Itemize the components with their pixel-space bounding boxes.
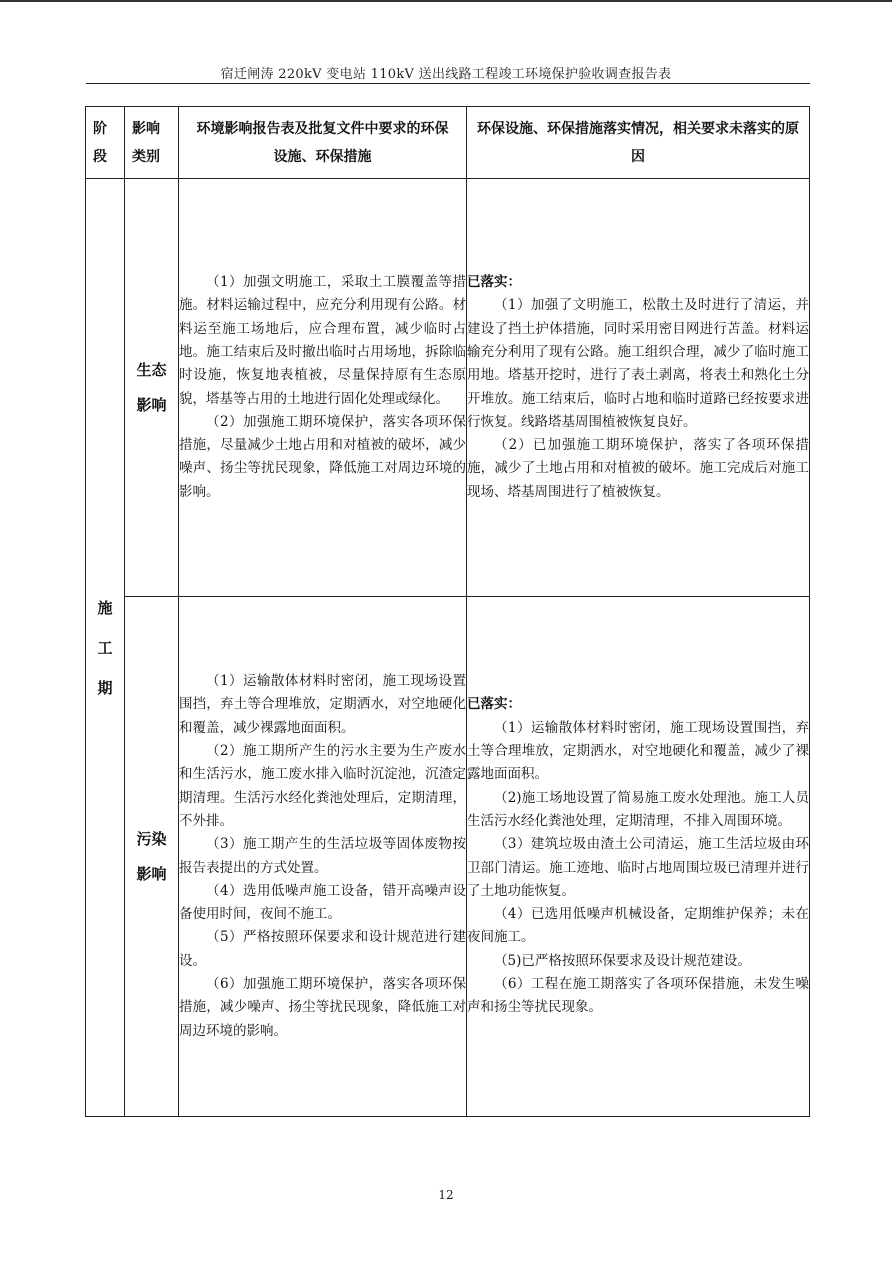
required-item: （1）加强文明施工，采取土工膜覆盖等措施。材料运输过程中，应充分利用现有公路。材料运至施工场地后，应合理布置，减少临时占地。施工结束后及时撤出临时占用场地，拆除临时设施，恢复地表植被，尽量保持原有生态原貌，塔基等占用的土地进行固化处理或绿化。	[179, 274, 466, 407]
stage-column-header	[86, 107, 125, 179]
impact-header-line-2: 类别	[132, 148, 160, 165]
implemented-measures-column-header: 环保设施、环保措施落实情况，相关要求未落实的原因	[467, 107, 810, 179]
implemented-item: （3）建筑垃圾由渣土公司清运，施工生活垃圾由环卫部门清运。施工迹地、临时占地周围垃圾已清理并进行了土地功能恢复。	[467, 836, 809, 899]
implemented-measures-ecological	[467, 179, 810, 597]
status-label: 已落实：	[467, 274, 521, 291]
stage-header-line-2: 段	[93, 148, 107, 165]
report-header-title: 宿迁闸涛 220kV 变电站 110kV 送出线路工程竣工环境保护验收调查报告表	[220, 67, 672, 82]
required-item: （6）加强施工期环境保护，落实各项环保措施，减少噪声、扬尘等扰民现象，降低施工对周边环境的影响。	[179, 975, 466, 1039]
implemented-item: （4）已选用低噪声机械设备，定期维护保养；未在夜间施工。	[467, 906, 809, 946]
required-measures-pollution	[179, 597, 467, 1117]
required-item: （3）施工期产生的生活垃圾等固体废物按报告表提出的方式处置。	[179, 836, 466, 876]
required-measures-column-header: 环境影响报告表及批复文件中要求的环保设施、环保措施	[179, 107, 467, 179]
top-border-line	[0, 0, 892, 2]
implemented-item: （1）加强了文明施工，松散土及时进行了清运，并建设了挡土护体措施，同时采用密目网进行苫盖。材料运输充分利用了现有公路。施工组织合理，减少了临时施工用地。塔基开挖时，进行了表土剥离，将表土和熟化土分开堆放。施工结束后，临时占地和临时道路已经按要求进行恢复。线路塔基周围植被恢复良好。	[467, 297, 809, 430]
implemented-measures-pollution	[467, 597, 810, 1117]
implemented-item: （6）工程在施工期落实了各项环保措施，未发生噪声和扬尘等扰民现象。	[467, 975, 809, 1016]
header-rule	[86, 83, 810, 84]
category-line-2: 影响	[136, 395, 167, 414]
stage-cell-construction	[86, 179, 125, 1117]
impact-type-column-header	[125, 107, 179, 179]
table-row-ecological	[86, 179, 810, 597]
required-item: （4）选用低噪声施工设备，错开高噪声设备使用时间，夜间不施工。	[179, 882, 466, 923]
category-cell-ecological	[125, 179, 179, 597]
implemented-item: （1）运输散体材料时密闭，施工现场设置围挡，弃土等合理堆放，定期洒水，对空地硬化和覆盖，减少了裸露地面面积。	[467, 719, 809, 783]
stage-char-2: 工	[97, 638, 113, 657]
category-line-1: 生态	[136, 360, 167, 379]
status-label: 已落实：	[467, 696, 521, 713]
category-line-1: 污染	[136, 829, 167, 848]
stage-char-3: 期	[97, 678, 113, 697]
page-number: 12	[438, 1188, 454, 1202]
category-line-2: 影响	[136, 864, 167, 883]
required-item: （2）加强施工期环境保护，落实各项环保措施，尽量减少土地占用和对植被的破坏，减少噪声、扬尘等扰民现象，降低施工对周边环境的影响。	[179, 413, 466, 500]
measures-table	[85, 106, 810, 1117]
required-item: （1）运输散体材料时密闭，施工现场设置围挡，弃土等合理堆放，定期洒水，对空地硬化和覆盖，减少裸露地面面积。	[179, 673, 466, 736]
implemented-item: （5)已严格按照环保要求及设计规范建设。	[494, 952, 751, 969]
implemented-item: （2）已加强施工期环境保护，落实了各项环保措施，减少了土地占用和对植被的破坏。施工完成后对施工现场、塔基周围进行了植被恢复。	[467, 437, 809, 500]
stage-char-1: 施	[97, 598, 113, 617]
stage-header-line-1: 阶	[93, 120, 107, 137]
table-row-pollution	[86, 597, 810, 1117]
table-header-row	[86, 107, 810, 179]
implemented-item: （2)施工场地设置了简易施工废水处理池。施工人员生活污水经化粪池处理，定期清理，不排入周围环境。	[467, 789, 809, 829]
required-measures-ecological	[179, 179, 467, 597]
impact-header-line-1: 影响	[132, 120, 160, 137]
category-cell-pollution	[125, 597, 179, 1117]
required-item: （2）施工期所产生的污水主要为生产废水和生活污水，施工废水排入临时沉淀池，沉渣定期清理。生活污水经化粪池处理后，定期清理，不外排。	[179, 743, 466, 829]
required-item: （5）严格按照环保要求和设计规范进行建设。	[179, 929, 466, 969]
